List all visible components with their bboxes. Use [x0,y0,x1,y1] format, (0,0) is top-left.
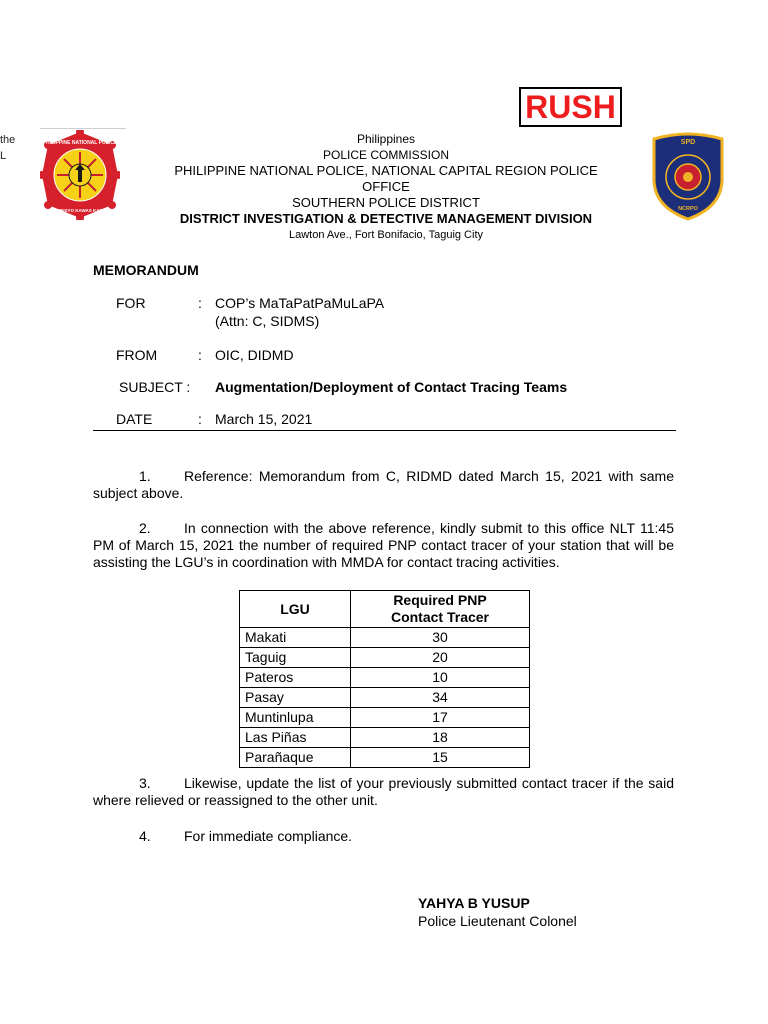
count-cell: 20 [351,648,530,668]
from-colon: : [198,347,202,363]
left-seal-top-text: PHILIPPINE NATIONAL POLICE [42,140,118,146]
from-value: OIC, DIDMD [215,347,294,363]
header-line1: PHILIPPINE NATIONAL POLICE, NATIONAL CAPITAL REGION POLICE [174,163,598,178]
header-commission: POLICE COMMISSION [322,148,450,162]
stray-text-l: L [0,150,7,162]
table-header-row [240,591,530,628]
right-seal-bottom-text: NCRPO [678,206,698,212]
subject-value-wrap [215,379,567,395]
table-row [240,628,530,648]
memo-divider [93,430,676,431]
from-label: FROM [116,347,158,363]
paragraph-3 [93,775,674,809]
spd-badge-icon [648,131,728,221]
lgu-cell: Las Piñas [240,728,351,748]
paragraph-1-number: 1. [139,468,151,484]
left-seal-bottom-text: SERBISYO KAWAS KARAN [50,208,110,213]
rush-stamp: RUSH [519,87,622,127]
header-division: DISTRICT INVESTIGATION & DETECTIVE MANAGEMENT DIVISION [179,211,593,226]
paragraph-4-number: 4. [139,828,151,844]
date-label: DATE [116,411,153,427]
table-row [240,668,530,688]
count-cell: 34 [351,688,530,708]
tracer-header-line1: Required PNP [393,592,487,608]
count-cell: 18 [351,728,530,748]
paragraph-3-text: Likewise, update the list of your previously submitted contact tracer if the said where relieved or reassigned to the other unit. [93,775,674,808]
for-colon: : [198,295,202,311]
memo-title: MEMORANDUM [93,262,199,278]
stray-text-the: the [0,134,16,146]
tracer-header-line2: Contact Tracer [390,609,490,625]
header-address: Lawton Ave., Fort Bonifacio, Taguig City [288,229,484,241]
subject-value: Augmentation/Deployment of Contact Tracing Teams [215,379,568,395]
for-label: FOR [116,295,146,311]
paragraph-1-text: Reference: Memorandum from C, RIDMD dated March 15, 2021 with same subject above. [93,468,674,501]
lgu-cell: Makati [240,628,351,648]
date-colon: : [198,411,202,427]
pnp-seal-icon [40,130,120,220]
count-cell: 17 [351,708,530,728]
count-cell: 10 [351,668,530,688]
paragraph-4-text: For immediate compliance. [184,828,353,844]
table-row [240,688,530,708]
lgu-cell: Parañaque [240,748,351,768]
header-district: SOUTHERN POLICE DISTRICT [292,195,480,210]
table-row [240,728,530,748]
subject-label: SUBJECT : [119,379,191,395]
table-row [240,748,530,768]
paragraph-2 [93,520,674,571]
top-rule [40,128,126,129]
lgu-cell: Taguig [240,648,351,668]
tracer-column-header [351,591,530,628]
paragraph-2-text: In connection with the above reference, kindly submit to this office NLT 11:45 PM of March 15, 2021 the number of required PNP contact tracer of your station that will be assisting the LGU’s in coordination with MMDA for contact tracing activities. [93,520,674,570]
table-row [240,648,530,668]
table-row [240,708,530,728]
signatory-rank: Police Lieutenant Colonel [418,913,577,929]
paragraph-2-number: 2. [139,520,151,536]
count-cell: 30 [351,628,530,648]
lgu-cell: Pateros [240,668,351,688]
lgu-cell: Muntinlupa [240,708,351,728]
for-value: COP’s MaTaPatPaMuLaPA [215,295,385,311]
lgu-column-header: LGU [240,591,351,628]
paragraph-3-number: 3. [139,775,151,791]
signatory-name: YAHYA B YUSUP [418,895,530,911]
letterhead [140,131,632,243]
paragraph-4 [93,828,674,845]
right-seal-top-text: SPD [680,139,696,146]
header-country: Philippines [356,132,416,146]
paragraph-1 [93,468,674,502]
for-attn: (Attn: C, SIDMS) [215,313,320,329]
lgu-cell: Pasay [240,688,351,708]
date-value: March 15, 2021 [215,411,313,427]
contact-tracer-table [239,590,530,768]
header-line2: OFFICE [362,179,410,194]
count-cell: 15 [351,748,530,768]
